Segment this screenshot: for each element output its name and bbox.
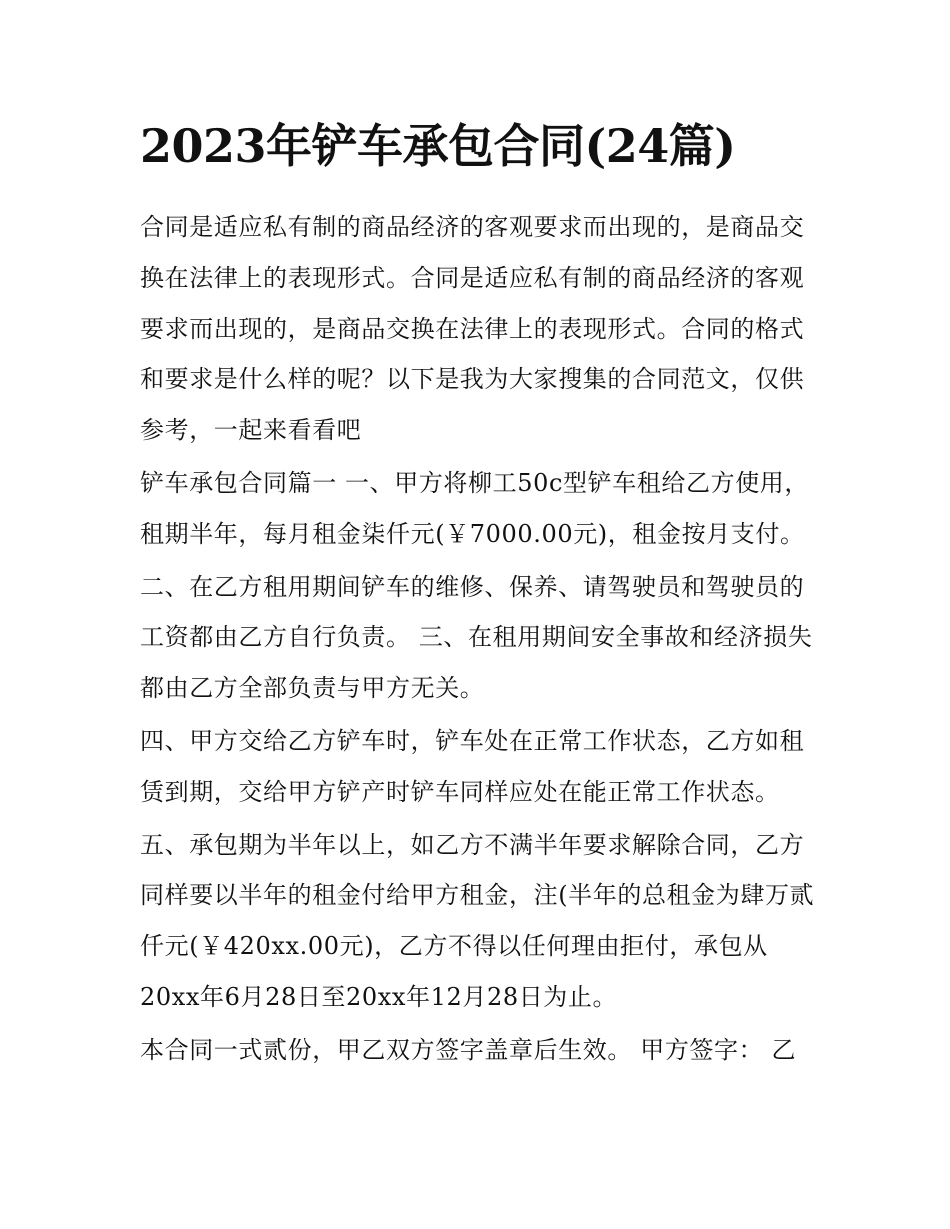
intro-paragraph: 合同是适应私有制的商品经济的客观要求而出现的，是商品交换在法律上的表现形式。合同是适应私有制的商品经济的客观要求而出现的，是商品交换在法律上的表现形式。合同的格式和要求是什么样的呢？以下是我为大家搜集的合同范文，仅供参考，一起来看看吧 xyxy=(140,213,805,445)
document-page xyxy=(140,110,820,1078)
document-title: 2023年铲车承包合同(24篇) xyxy=(140,119,736,173)
clause-paragraph-1: 铲车承包合同篇一 一、甲方将柳工50c型铲车租给乙方使用，租期半年，每月租金柒仟元(￥7000.00元)，租金按月支付。 xyxy=(140,468,810,548)
clause-paragraph-2: 二、在乙方租用期间铲车的维修、保养、请驾驶员和驾驶员的工资都由乙方自行负责。 三、在租用期间安全事故和经济损失都由乙方全部负责与甲方无关。 xyxy=(140,572,813,703)
signature-paragraph: 本合同一式贰份，甲乙双方签字盖章后生效。 甲方签字： 乙 xyxy=(140,1035,797,1064)
clause-paragraph-4: 四、甲方交给乙方铲车时，铲车处在正常工作状态，乙方如租赁到期，交给甲方铲产时铲车同样应处在能正常工作状态。 xyxy=(140,726,805,806)
document-body xyxy=(140,202,820,1076)
clause-paragraph-5: 五、承包期为半年以上，如乙方不满半年要求解除合同，乙方同样要以半年的租金付给甲方租金，注(半年的总租金为肆万贰仟元(￥420xx.00元)，乙方不得以任何理由拒付，承包从20xx年6月28日至20xx年12月28日为止。 xyxy=(140,830,815,1011)
